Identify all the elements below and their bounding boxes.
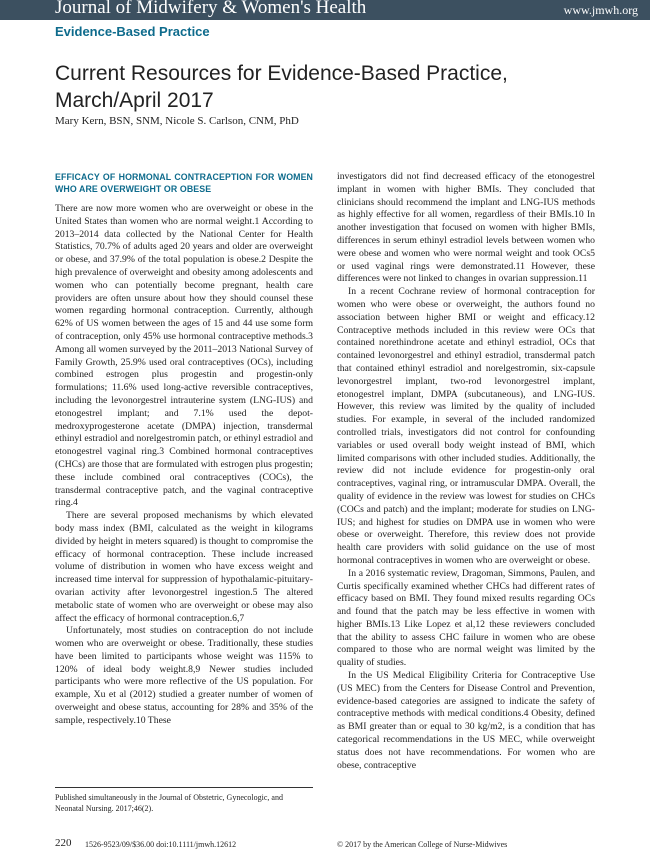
article-title: Current Resources for Evidence-Based Practice, March/April 2017 bbox=[55, 62, 508, 112]
page-number: 220 bbox=[55, 837, 72, 849]
journal-url[interactable]: www.jmwh.org bbox=[563, 3, 638, 17]
copyright-line: © 2017 by the American College of Nurse-Midwives bbox=[337, 840, 508, 849]
body-paragraph: There are now more women who are overweight or obese in the United States than women who are normal weight.1 According to 2013–2014 data collected by the National Center for Health Statistics, 70.7% of adults aged 20 years and older are overweight or obese, and 37.9% of the total population is obese.2 Despite the high prevalence of overweight and obesity among adolescents and women who can potentially become pregnant, health care providers are often unsure about how they should counsel these women regarding hormonal contraception. Currently, although 62% of US women between the ages of 15 and 44 use some form of contraception, only 45% use hormonal contraceptive methods.3 Among all women surveyed by the 2011–2013 National Survey of Family Growth, 25.9% used oral contraceptives (OCs), including combined estrogen plus progestin and progestin-only formulations; 11.6% used long-active reversible contraceptives, including the levonorgestrel intrauterine system (LNG-IUS) and etonogestrel implant; and 7.1% used the depot-medroxyprogesterone acetate (DMPA) injection, transdermal ethinyl estradiol and norelgestromin patch, or ethinyl estradiol and etonogestrel vaginal ring.3 Combined hormonal contraceptives (CHCs) are those that are formulated with estrogen plus progestin; these include combined oral contraceptives (COCs), the transdermal contraceptive patch, and the vaginal contraceptive ring.4 bbox=[55, 203, 314, 509]
section-heading: EFFICACY OF HORMONAL CONTRACEPTION FOR WOMEN WHO ARE OVERWEIGHT OR OBESE bbox=[55, 172, 313, 194]
journal-banner bbox=[0, 0, 650, 20]
body-paragraph: In a 2016 systematic review, Dragoman, Simmons, Paulen, and Curtis specifically examined whether CHCs had different rates of efficacy based on BMI. They found mixed results regarding OCs and found that the patch may be less effective in women with higher BMIs.13 Like Lopez et al,12 these reviewers concluded that the ability to assess CHC failure in women who are obese compared to those who are normal weight was limited by the quality of studies. bbox=[337, 567, 595, 669]
body-paragraph: In the US Medical Eligibility Criteria for Contraceptive Use (US MEC) from the Centers for Disease Control and Prevention, evidence-based categories are assigned to indicate the safety of contraceptive methods with medical conditions.4 Obesity, defined as BMI greater than or equal to 30 kg/m2, is a condition that has categorical recommendations in the US MEC, while overweight status does not have recommendations. For women who are obese, contraceptive bbox=[337, 670, 595, 771]
right-column bbox=[337, 171, 595, 772]
journal-title: Journal of Midwifery & Women's Health bbox=[55, 0, 367, 18]
article-authors: Mary Kern, BSN, SNM, Nicole S. Carlson, CNM, PhD bbox=[55, 115, 299, 127]
doi-line: 1526-9523/09/$36.00 doi:10.1111/jmwh.12612 bbox=[85, 840, 237, 849]
publication-footnote: Published simultaneously in the Journal of Obstetric, Gynecologic, and Neonatal Nursing. 2017;46(2). bbox=[55, 787, 313, 814]
body-paragraph: Unfortunately, most studies on contraception do not include women who are overweight or obese. Traditionally, these studies have been limited to participants whose weight was 115% to 120% of ideal body weight.8,9 Newer studies included participants who were more reflective of the US population. For example, Xu et al (2012) studied a greater number of women of overweight and obese status, accounting for 28% and 35% of the sample, respectively.10 These bbox=[55, 625, 313, 726]
body-paragraph: There are several proposed mechanisms by which elevated body mass index (BMI, calculated as the weight in kilograms divided by height in meters squared) is thought to compromise the efficacy of hormonal contraception. These include increased volume of distribution in women who have excess weight and increased time interval for suppression of hypothalamic-pituitary-ovarian activity after levonorgestrel ingestion.5 The altered metabolic state of women who are overweight or obese may also affect the efficacy of hormonal contraception.6,7 bbox=[55, 510, 313, 624]
section-label: Evidence-Based Practice bbox=[55, 24, 210, 39]
body-paragraph: investigators did not find decreased efficacy of the etonogestrel implant in women with higher BMIs. They concluded that clinicians should recommend the implant and LNG-IUS methods as highly effective for all women, regardless of their BMIs.10 In another investigation that focused on women with higher BMIs, differences in serum ethinyl estradiol levels between women who were obese and women who were normal weight and took OCs5 or used vaginal rings were demonstrated.11 However, these differences were not linked to changes in ovarian suppression.11 bbox=[337, 171, 595, 285]
left-column bbox=[55, 171, 313, 728]
body-paragraph: In a recent Cochrane review of hormonal contraception for women who were obese or overweight, the authors found no association between higher BMI or weight and efficacy.12 Contraceptive methods included in this review were OCs that contained norethindrone acetate and ethinyl estradiol, OCs that contained levonorgestrel and ethinyl estradiol, transdermal patch that contained ethinyl estradiol and norelgestromin, six-capsule levonorgestrel implant, two-rod levonorgestrel implant, etonogestrel implant, DMPA (subcutaneous), and LNG-IUS. However, this review was limited by the quality of included studies. For example, in several of the included randomized controlled trials, investigators did not control for confounding variables or used overall body weight instead of BMI, which limited comparisons with other included studies. Additionally, the review did not include evidence for progestin-only oral contraceptives, vaginal ring, or intramuscular DMPA. Overall, the quality of evidence in the review was lowest for studies on CHCs (COCs and patch) and the implant; moderate for studies on LNG-IUS; and highest for studies on DMPA use in women who were obese or overweight. Therefore, this review does not provide health care providers with solid guidance on the use of most hormonal contraceptives in women who are overweight or obese. bbox=[337, 286, 595, 566]
